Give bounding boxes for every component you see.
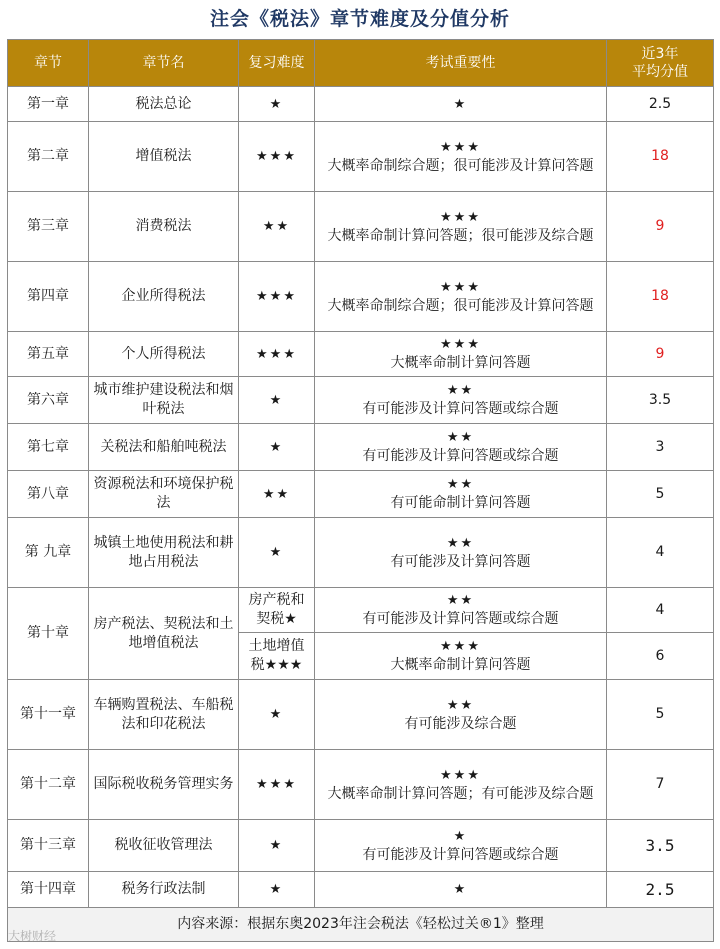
difficulty-cell: ★★ (239, 192, 315, 262)
header-name: 章节名 (89, 40, 239, 87)
chapter-cell: 第十二章 (8, 750, 89, 820)
table-row (8, 87, 714, 122)
importance-stars: ★★★ (440, 767, 481, 783)
importance-stars: ★★★ (440, 337, 481, 352)
importance-text: 有可能涉及综合题 (404, 715, 517, 732)
score-cell: 4 (607, 588, 714, 633)
importance-stars: ★★★ (440, 639, 481, 654)
table-row (8, 192, 714, 262)
chapter-name-cell: 资源税法和环境保护税法 (89, 471, 239, 518)
table-header-row (8, 40, 714, 87)
chapter-cell: 第二章 (8, 122, 89, 192)
score-cell: 5 (607, 680, 714, 750)
chapter-name-cell: 消费税法 (89, 192, 239, 262)
chapter-name-cell: 个人所得税法 (89, 332, 239, 377)
score-cell: 3.5 (607, 820, 714, 872)
header-score-line2: 平均分值 (632, 64, 688, 80)
header-difficulty: 复习难度 (239, 40, 315, 87)
table-row (8, 680, 714, 750)
importance-stars: ★★ (446, 430, 475, 445)
chapter-cell: 第一章 (8, 87, 89, 122)
importance-cell (315, 518, 607, 588)
header-chapter: 章节 (8, 40, 89, 87)
importance-text: 大概率命制综合题；很可能涉及计算问答题 (327, 297, 594, 314)
table-row (8, 122, 714, 192)
chapter-cell: 第八章 (8, 471, 89, 518)
importance-stars: ★ (315, 87, 607, 122)
importance-text: 大概率命制计算问答题；很可能涉及综合题 (327, 227, 594, 244)
importance-text: 有可能涉及计算问答题或综合题 (362, 846, 559, 863)
score-cell: 6 (607, 633, 714, 680)
score-cell: 18 (607, 262, 714, 332)
chapter-cell: 第十四章 (8, 872, 89, 908)
importance-text: 有可能涉及计算问答题或综合题 (362, 401, 559, 417)
chapter-cell: 第十章 (8, 588, 89, 680)
importance-cell (315, 332, 607, 377)
header-score (607, 40, 714, 87)
difficulty-cell: ★ (239, 680, 315, 750)
score-cell: 18 (607, 122, 714, 192)
difficulty-cell: ★ (239, 87, 315, 122)
chapter-name-cell: 关税法和船舶吨税法 (89, 424, 239, 471)
importance-cell (315, 424, 607, 471)
importance-cell (315, 820, 607, 872)
importance-text: 大概率命制综合题；很可能涉及计算问答题 (327, 157, 594, 174)
score-cell: 4 (607, 518, 714, 588)
difficulty-cell: ★ (239, 377, 315, 424)
importance-stars: ★ (453, 828, 468, 844)
importance-stars: ★★ (446, 535, 475, 551)
importance-cell (315, 750, 607, 820)
difficulty-cell: ★ (239, 518, 315, 588)
difficulty-cell: ★★★ (239, 750, 315, 820)
importance-cell (315, 262, 607, 332)
importance-cell (315, 588, 607, 633)
chapter-cell: 第六章 (8, 377, 89, 424)
chapter-name-cell: 国际税收税务管理实务 (89, 750, 239, 820)
chapter-name-cell: 税务行政法制 (89, 872, 239, 908)
table-row (8, 518, 714, 588)
chapter-name-cell: 城市维护建设税法和烟叶税法 (89, 377, 239, 424)
score-cell: 7 (607, 750, 714, 820)
header-score-line1: 近3年 (641, 46, 679, 62)
score-cell: 3 (607, 424, 714, 471)
difficulty-cell: ★★ (239, 471, 315, 518)
chapter-cell: 第四章 (8, 262, 89, 332)
chapter-name-cell: 税收征收管理法 (89, 820, 239, 872)
importance-text: 大概率命制计算问答题 (390, 355, 531, 371)
table-footer-row (8, 908, 714, 942)
importance-cell (315, 377, 607, 424)
difficulty-cell: ★ (239, 424, 315, 471)
importance-cell (315, 471, 607, 518)
importance-stars: ★★★ (440, 279, 481, 295)
importance-text: 大概率命制计算问答题；有可能涉及综合题 (327, 785, 594, 802)
table-row (8, 471, 714, 518)
chapter-cell: 第十三章 (8, 820, 89, 872)
table-row (8, 750, 714, 820)
difficulty-cell: ★★★ (239, 122, 315, 192)
difficulty-cell: 土地增值税★★★ (239, 633, 315, 680)
chapter-cell: 第十一章 (8, 680, 89, 750)
importance-text: 有可能涉及计算问答题或综合题 (362, 611, 559, 627)
importance-stars: ★★★ (440, 139, 481, 155)
chapter-name-cell: 企业所得税法 (89, 262, 239, 332)
difficulty-cell: ★★★ (239, 262, 315, 332)
table-row (8, 588, 714, 633)
score-cell: 3.5 (607, 377, 714, 424)
importance-cell (315, 122, 607, 192)
importance-stars: ★★★ (440, 209, 481, 225)
importance-cell (315, 680, 607, 750)
chapter-name-cell: 城镇土地使用税法和耕地占用税法 (89, 518, 239, 588)
header-importance: 考试重要性 (315, 40, 607, 87)
importance-stars: ★★ (446, 697, 475, 713)
importance-cell (315, 192, 607, 262)
importance-text: 大概率命制计算问答题 (390, 657, 531, 673)
chapter-cell: 第七章 (8, 424, 89, 471)
table-row (8, 820, 714, 872)
table-row (8, 332, 714, 377)
table-row (8, 377, 714, 424)
score-cell: 2.5 (607, 87, 714, 122)
score-cell: 5 (607, 471, 714, 518)
importance-stars: ★ (315, 872, 607, 908)
chapter-cell: 第三章 (8, 192, 89, 262)
score-cell: 2.5 (607, 872, 714, 908)
table-row (8, 262, 714, 332)
importance-stars: ★★ (446, 593, 475, 608)
chapter-name-cell: 房产税法、契税法和土地增值税法 (89, 588, 239, 680)
table-row (8, 424, 714, 471)
importance-stars: ★★ (446, 383, 475, 398)
source-note: 内容来源：根据东奥2023年注会税法《轻松过关®1》整理 (8, 908, 714, 942)
watermark-text: 大树财经 (8, 929, 57, 943)
difficulty-cell: ★ (239, 820, 315, 872)
importance-cell (315, 633, 607, 680)
chapter-analysis-table (7, 39, 714, 942)
difficulty-cell: ★★★ (239, 332, 315, 377)
importance-stars: ★★ (446, 477, 475, 492)
chapter-name-cell: 增值税法 (89, 122, 239, 192)
score-cell: 9 (607, 332, 714, 377)
table-row (8, 872, 714, 908)
chapter-name-cell: 税法总论 (89, 87, 239, 122)
importance-text: 有可能涉及计算问答题 (390, 553, 531, 570)
difficulty-cell: ★ (239, 872, 315, 908)
importance-text: 有可能涉及计算问答题或综合题 (362, 448, 559, 464)
chapter-cell: 第 九章 (8, 518, 89, 588)
difficulty-cell: 房产税和契税★ (239, 588, 315, 633)
page-title: 注会《税法》章节难度及分值分析 (209, 8, 510, 30)
importance-text: 有可能命制计算问答题 (390, 495, 531, 511)
chapter-name-cell: 车辆购置税法、车船税法和印花税法 (89, 680, 239, 750)
chapter-cell: 第五章 (8, 332, 89, 377)
score-cell: 9 (607, 192, 714, 262)
